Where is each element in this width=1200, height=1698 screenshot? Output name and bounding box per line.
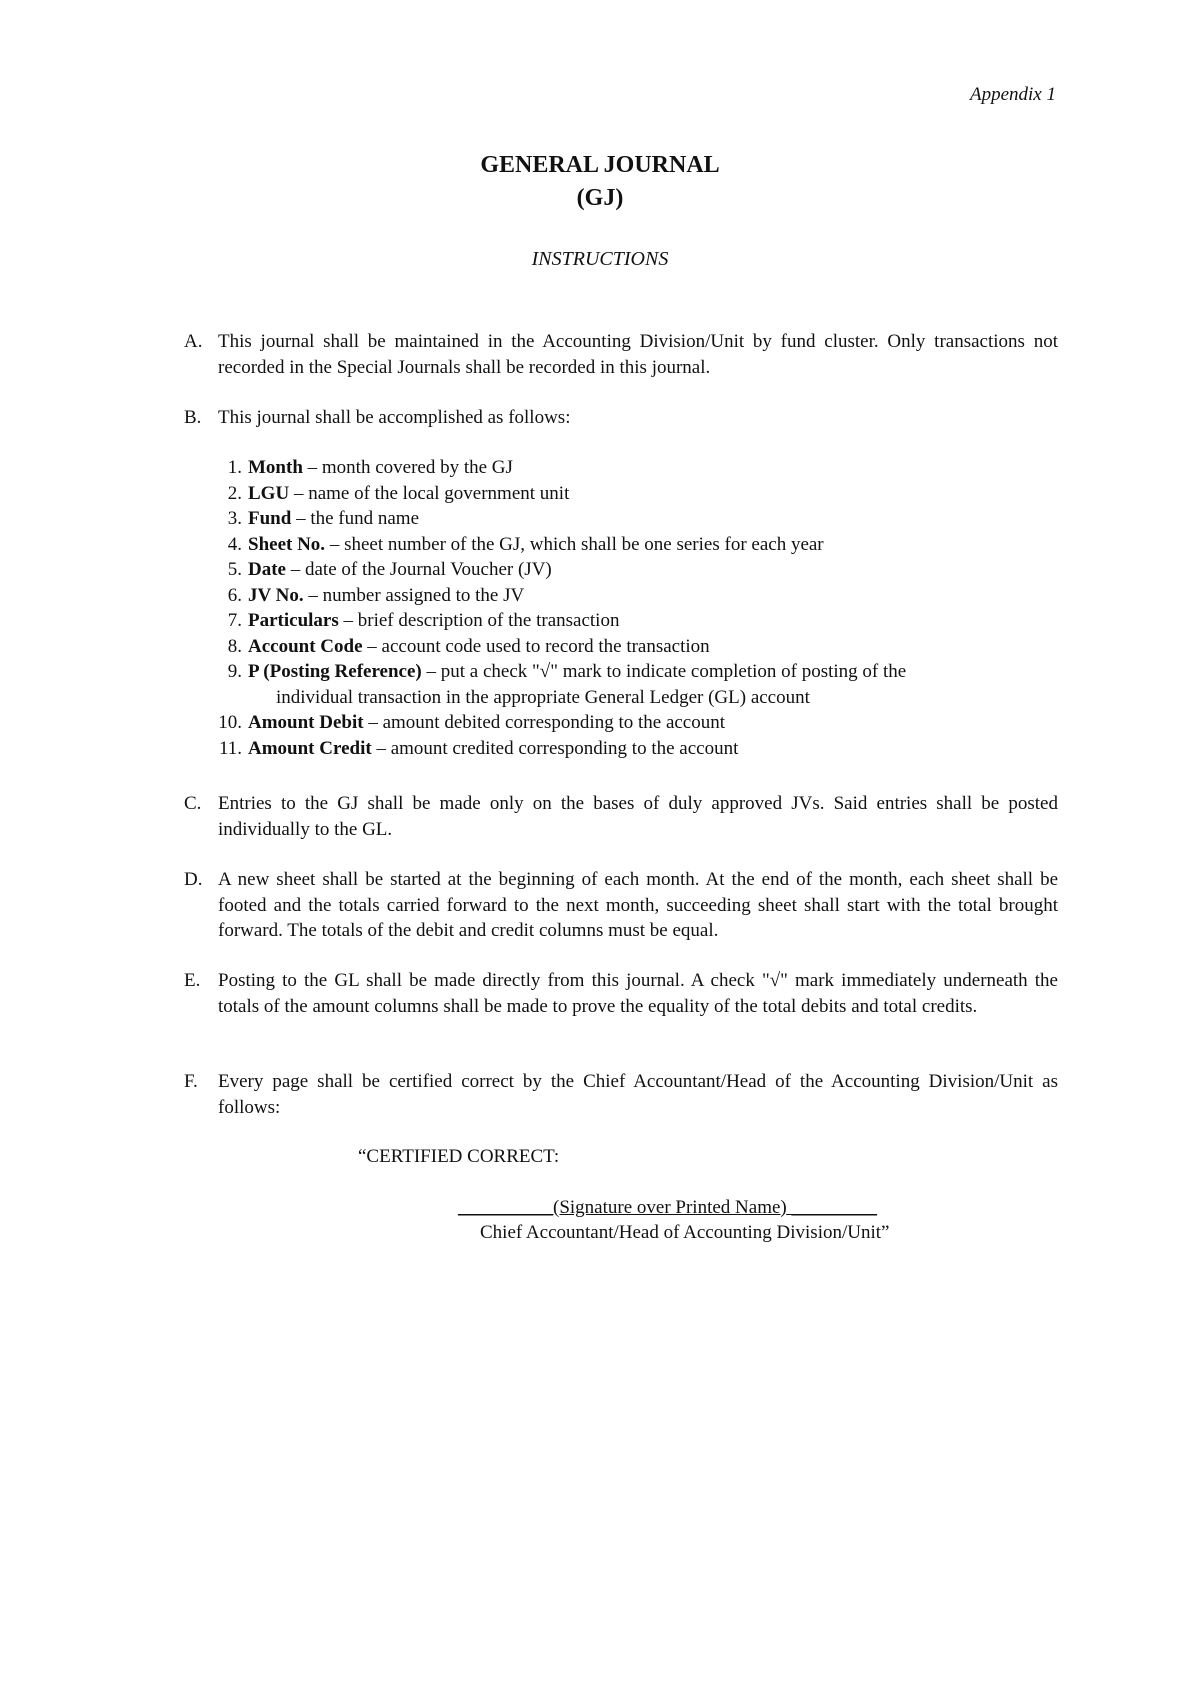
item-number: 5. [227, 559, 242, 580]
section-a [184, 329, 1058, 380]
list-item [184, 532, 1058, 558]
appendix-label: Appendix 1 [969, 84, 1056, 105]
list-item [184, 455, 1058, 481]
list-item [184, 506, 1058, 532]
section-text: Every page shall be certified correct by the Chief Accountant/Head of the Accounting Division/Unit as follows: [218, 1071, 1058, 1118]
item-description: – account code used to record the transaction [362, 635, 710, 657]
item-number: 9. [227, 661, 242, 682]
item-term: LGU [248, 482, 290, 504]
section-letter: D. [184, 869, 203, 890]
item-number: 4. [227, 533, 242, 555]
list-item [184, 634, 1058, 660]
item-number: 3. [227, 508, 242, 529]
list-item [184, 608, 1058, 634]
item-term: Sheet No. [248, 533, 326, 555]
section-letter: E. [184, 970, 201, 991]
list-item [184, 481, 1058, 507]
item-term: Date [248, 559, 286, 580]
item-term: Fund [248, 508, 292, 529]
signatory-title: Chief Accountant/Head of Accounting Division/Unit” [480, 1222, 890, 1243]
item-term: JV No. [248, 584, 304, 606]
item-term: Month [248, 457, 303, 478]
section-b [184, 405, 1058, 431]
section-text: A new sheet shall be started at the beginning of each month. At the end of the month, each sheet shall be footed and the totals carried forward to the next month, succeeding sheet shall start with the total brought forward. The totals of the debit and credit columns must be equal. [218, 869, 1058, 941]
page-title: GENERAL JOURNAL [480, 152, 720, 178]
signature-blank-trailing: _________ [786, 1197, 877, 1218]
item-number: 7. [227, 610, 242, 631]
item-number: 10. [218, 712, 242, 733]
section-f [184, 1069, 1058, 1120]
item-description: – month covered by the GJ [302, 457, 513, 478]
section-c [184, 791, 1058, 842]
section-letter: B. [184, 407, 202, 428]
item-number: 8. [227, 635, 242, 657]
item-number: 1. [227, 457, 242, 478]
certified-correct-text: “CERTIFIED CORRECT: [358, 1146, 560, 1167]
item-description: – sheet number of the GJ, which shall be one series for each year [325, 533, 824, 555]
section-text: This journal shall be accomplished as follows: [218, 407, 571, 428]
item-number: 2. [227, 482, 242, 504]
item-term: Amount Debit [248, 712, 364, 733]
section-text: Posting to the GL shall be made directly from this journal. A check "√" mark immediately underneath the totals of the amount columns shall be made to prove the equality of the total debits and total credits. [218, 970, 1058, 1017]
section-d [184, 867, 1058, 944]
page-subtitle: (GJ) [576, 185, 624, 211]
section-text: Entries to the GJ shall be made only on the bases of duly approved JVs. Said entries shall be posted individually to the GL. [218, 793, 1058, 840]
item-description: – the fund name [291, 508, 419, 529]
section-letter: C. [184, 793, 202, 814]
instructions-heading: INSTRUCTIONS [531, 248, 669, 270]
item-number: 11. [218, 737, 242, 759]
item-description: – number assigned to the JV [303, 584, 525, 606]
item-description: – amount credited corresponding to the account [371, 737, 739, 759]
field-list [184, 455, 1058, 761]
section-letter: F. [184, 1071, 198, 1092]
section-e [184, 968, 1058, 1019]
section-text: This journal shall be maintained in the Accounting Division/Unit by fund cluster. Only transactions not recorded in the Special Journals shall be recorded in this journal. [218, 331, 1058, 378]
section-letter: A. [184, 331, 203, 352]
item-description: – date of the Journal Voucher (JV) [285, 559, 552, 580]
list-item [184, 659, 1058, 710]
item-term: P (Posting Reference) [248, 661, 422, 682]
list-item [184, 557, 1058, 583]
list-item [184, 736, 1058, 762]
item-description: – brief description of the transaction [338, 610, 620, 631]
item-description: – put a check "√" mark to indicate completion of posting of the [421, 661, 907, 682]
signature-label: (Signature over Printed Name) [553, 1197, 787, 1218]
item-continuation: individual transaction in the appropriate General Ledger (GL) account [276, 686, 810, 708]
signature-blank-leading: __________ [458, 1197, 553, 1218]
list-item [184, 710, 1058, 736]
item-term: Amount Credit [248, 737, 372, 759]
item-term: Particulars [248, 610, 339, 631]
list-item [184, 583, 1058, 609]
item-number: 6. [227, 584, 242, 606]
item-term: Account Code [248, 635, 363, 657]
signature-line [458, 1195, 877, 1221]
item-description: – name of the local government unit [289, 482, 570, 504]
item-description: – amount debited corresponding to the account [363, 712, 726, 733]
